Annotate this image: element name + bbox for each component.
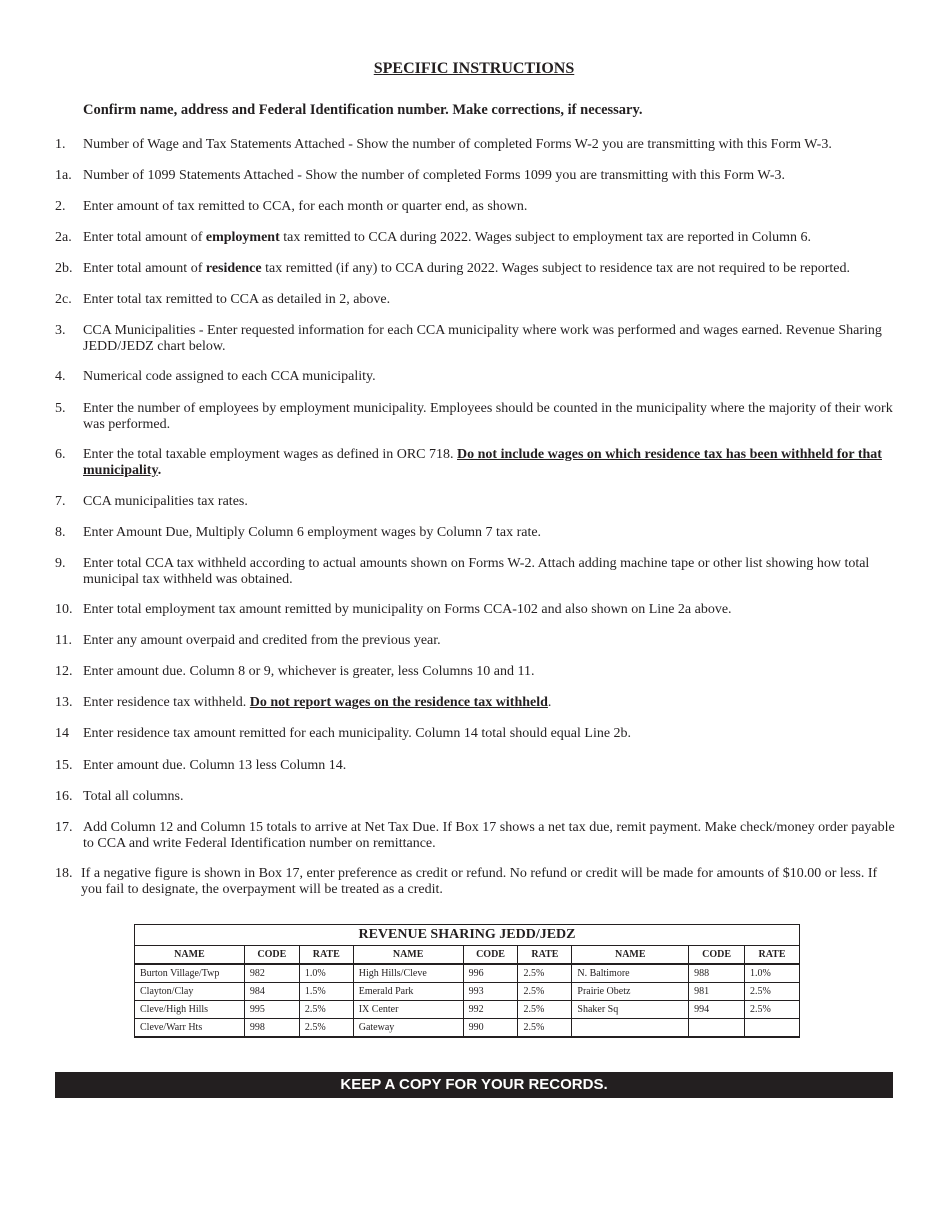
instruction-number: 2a. — [55, 230, 72, 245]
instruction-text: Enter total CCA tax withheld according to actual amounts shown on Forms W-2. Attach adding machine tape or other list showing how total municipal tax withheld was obtained. — [83, 556, 870, 587]
instruction-number: 4. — [55, 369, 66, 384]
table-cell: 2.5% — [518, 1019, 572, 1038]
instruction-text: Enter total employment tax amount remitted by municipality on Forms CCA-102 and also shown on Line 2a above. — [83, 602, 732, 617]
instruction-text: If a negative figure is shown in Box 17, enter preference as credit or refund. No refund or credit will be made for amounts of $10.00 or less. If you fail to designate, the overpayment will be treated as a credit. — [81, 866, 878, 897]
table-cell: 2.5% — [745, 1001, 800, 1019]
table-cell: 990 — [463, 1019, 518, 1038]
instruction-number: 13. — [55, 695, 73, 710]
table-cell — [689, 1019, 745, 1038]
table-row — [135, 983, 800, 1001]
instruction-number: 9. — [55, 556, 66, 571]
table-caption: REVENUE SHARING JEDD/JEDZ — [135, 925, 800, 946]
table-cell: 1.0% — [745, 964, 800, 983]
instruction-number: 2. — [55, 199, 66, 214]
keep-copy-banner: KEEP A COPY FOR YOUR RECORDS. — [55, 1072, 893, 1098]
instruction-number: 2c. — [55, 292, 72, 307]
table-cell — [572, 1019, 689, 1038]
table-header-row — [135, 946, 800, 965]
table-cell: Cleve/Warr Hts — [135, 1019, 245, 1038]
instruction-1 — [55, 137, 895, 153]
instruction-text: Enter residence tax withheld. Do not report wages on the residence tax withheld. — [83, 695, 552, 710]
instruction-text: Enter Amount Due, Multiply Column 6 employment wages by Column 7 tax rate. — [83, 525, 542, 540]
instruction-number: 18. — [55, 866, 73, 881]
instruction-text: CCA Municipalities - Enter requested information for each CCA municipality where work was performed and wages earned. Revenue Sharing JEDD/JEDZ chart below. — [83, 323, 882, 354]
table-cell: 996 — [463, 964, 518, 983]
column-header: RATE — [745, 946, 800, 965]
revenue-sharing-table — [134, 924, 800, 1038]
table-cell: 994 — [689, 1001, 745, 1019]
instruction-18 — [55, 866, 895, 897]
instruction-2c — [55, 292, 895, 308]
instruction-text: Enter residence tax amount remitted for each municipality. Column 14 total should equal Line 2b. — [83, 726, 632, 741]
instruction-2 — [55, 199, 895, 215]
instruction-12 — [55, 664, 895, 680]
column-header: RATE — [518, 946, 572, 965]
table-row — [135, 1019, 800, 1038]
column-header: NAME — [572, 946, 689, 965]
instruction-11 — [55, 633, 895, 649]
table-cell — [745, 1019, 800, 1038]
table-cell: N. Baltimore — [572, 964, 689, 983]
instruction-text: Enter amount due. Column 8 or 9, whichever is greater, less Columns 10 and 11. — [83, 664, 535, 679]
column-header: CODE — [244, 946, 299, 965]
instruction-text: Enter total tax remitted to CCA as detailed in 2, above. — [83, 292, 391, 307]
instruction-number: 17. — [55, 820, 73, 835]
table-cell: 1.5% — [299, 983, 353, 1001]
instruction-text: Enter total amount of residence tax remitted (if any) to CCA during 2022. Wages subject to residence tax are not required to be reported. — [83, 261, 850, 276]
instruction-2a — [55, 230, 895, 246]
instruction-16 — [55, 789, 895, 805]
table-cell: 998 — [244, 1019, 299, 1038]
instruction-number: 1. — [55, 137, 66, 152]
instruction-number: 6. — [55, 447, 66, 462]
instruction-1a — [55, 168, 895, 184]
table-cell: Shaker Sq — [572, 1001, 689, 1019]
instruction-text: Enter amount of tax remitted to CCA, for each month or quarter end, as shown. — [83, 199, 528, 214]
page-title: SPECIFIC INSTRUCTIONS — [373, 60, 575, 77]
table-cell: Emerald Park — [353, 983, 463, 1001]
instruction-text: Total all columns. — [83, 789, 184, 804]
instruction-3 — [55, 323, 895, 354]
instruction-14 — [55, 726, 895, 742]
instruction-8 — [55, 525, 895, 541]
instruction-number: 12. — [55, 664, 73, 679]
instruction-text: CCA municipalities tax rates. — [83, 494, 248, 509]
column-header: RATE — [299, 946, 353, 965]
instruction-5 — [55, 401, 895, 432]
table-cell: Prairie Obetz — [572, 983, 689, 1001]
table-cell: 2.5% — [745, 983, 800, 1001]
instruction-number: 11. — [55, 633, 72, 648]
table-cell: 2.5% — [518, 964, 572, 983]
instruction-text: Numerical code assigned to each CCA municipality. — [83, 369, 376, 384]
instruction-text: Enter amount due. Column 13 less Column 14. — [83, 758, 347, 773]
table-cell: 992 — [463, 1001, 518, 1019]
table-cell: 988 — [689, 964, 745, 983]
table-cell: 2.5% — [518, 983, 572, 1001]
instruction-text: Number of Wage and Tax Statements Attached - Show the number of completed Forms W-2 you are transmitting with this Form W-3. — [83, 137, 832, 152]
table-cell: 2.5% — [518, 1001, 572, 1019]
instruction-number: 14 — [55, 726, 69, 741]
table-cell: 981 — [689, 983, 745, 1001]
instruction-number: 7. — [55, 494, 66, 509]
instruction-number: 8. — [55, 525, 66, 540]
column-header: NAME — [353, 946, 463, 965]
instruction-number: 1a. — [55, 168, 72, 183]
instruction-number: 3. — [55, 323, 66, 338]
table-cell: 982 — [244, 964, 299, 983]
table-cell: 2.5% — [299, 1001, 353, 1019]
table-row — [135, 964, 800, 983]
instruction-number: 16. — [55, 789, 73, 804]
instruction-text: Enter any amount overpaid and credited from the previous year. — [83, 633, 441, 648]
instruction-text: Number of 1099 Statements Attached - Show the number of completed Forms 1099 you are transmitting with this Form W-3. — [83, 168, 785, 183]
instruction-15 — [55, 758, 895, 774]
table-cell: 995 — [244, 1001, 299, 1019]
instruction-number: 5. — [55, 401, 66, 416]
instruction-4 — [55, 369, 895, 385]
table-cell: Cleve/High Hills — [135, 1001, 245, 1019]
instruction-text: Enter the number of employees by employment municipality. Employees should be counted in the municipality where the majority of their work was performed. — [83, 401, 893, 432]
instruction-7 — [55, 494, 895, 510]
column-header: CODE — [689, 946, 745, 965]
instruction-13 — [55, 695, 895, 711]
instruction-9 — [55, 556, 895, 587]
table-cell: 993 — [463, 983, 518, 1001]
confirm-instruction: Confirm name, address and Federal Identification number. Make corrections, if necessary. — [83, 102, 643, 118]
column-header: CODE — [463, 946, 518, 965]
table-cell: High Hills/Cleve — [353, 964, 463, 983]
instruction-number: 10. — [55, 602, 73, 617]
table-row — [135, 1001, 800, 1019]
instruction-2b — [55, 261, 895, 277]
instruction-text: Enter the total taxable employment wages as defined in ORC 718. Do not include wages on which residence tax has been withheld for that municipality. — [83, 447, 882, 478]
instruction-17 — [55, 820, 895, 851]
table-cell: Gateway — [353, 1019, 463, 1038]
column-header: NAME — [135, 946, 245, 965]
table-cell: Clayton/Clay — [135, 983, 245, 1001]
instruction-number: 2b. — [55, 261, 73, 276]
instruction-number: 15. — [55, 758, 73, 773]
instruction-10 — [55, 602, 895, 618]
table-cell: 1.0% — [299, 964, 353, 983]
table-cell: 2.5% — [299, 1019, 353, 1038]
instruction-text: Add Column 12 and Column 15 totals to arrive at Net Tax Due. If Box 17 shows a net tax due, remit payment. Make check/money order payable to CCA and write Federal Identification number on remittance. — [83, 820, 895, 851]
table-cell: IX Center — [353, 1001, 463, 1019]
instruction-text: Enter total amount of employment tax remitted to CCA during 2022. Wages subject to employment tax are reported in Column 6. — [83, 230, 812, 245]
table-cell: 984 — [244, 983, 299, 1001]
table-cell: Burton Village/Twp — [135, 964, 245, 983]
instruction-6 — [55, 447, 895, 478]
